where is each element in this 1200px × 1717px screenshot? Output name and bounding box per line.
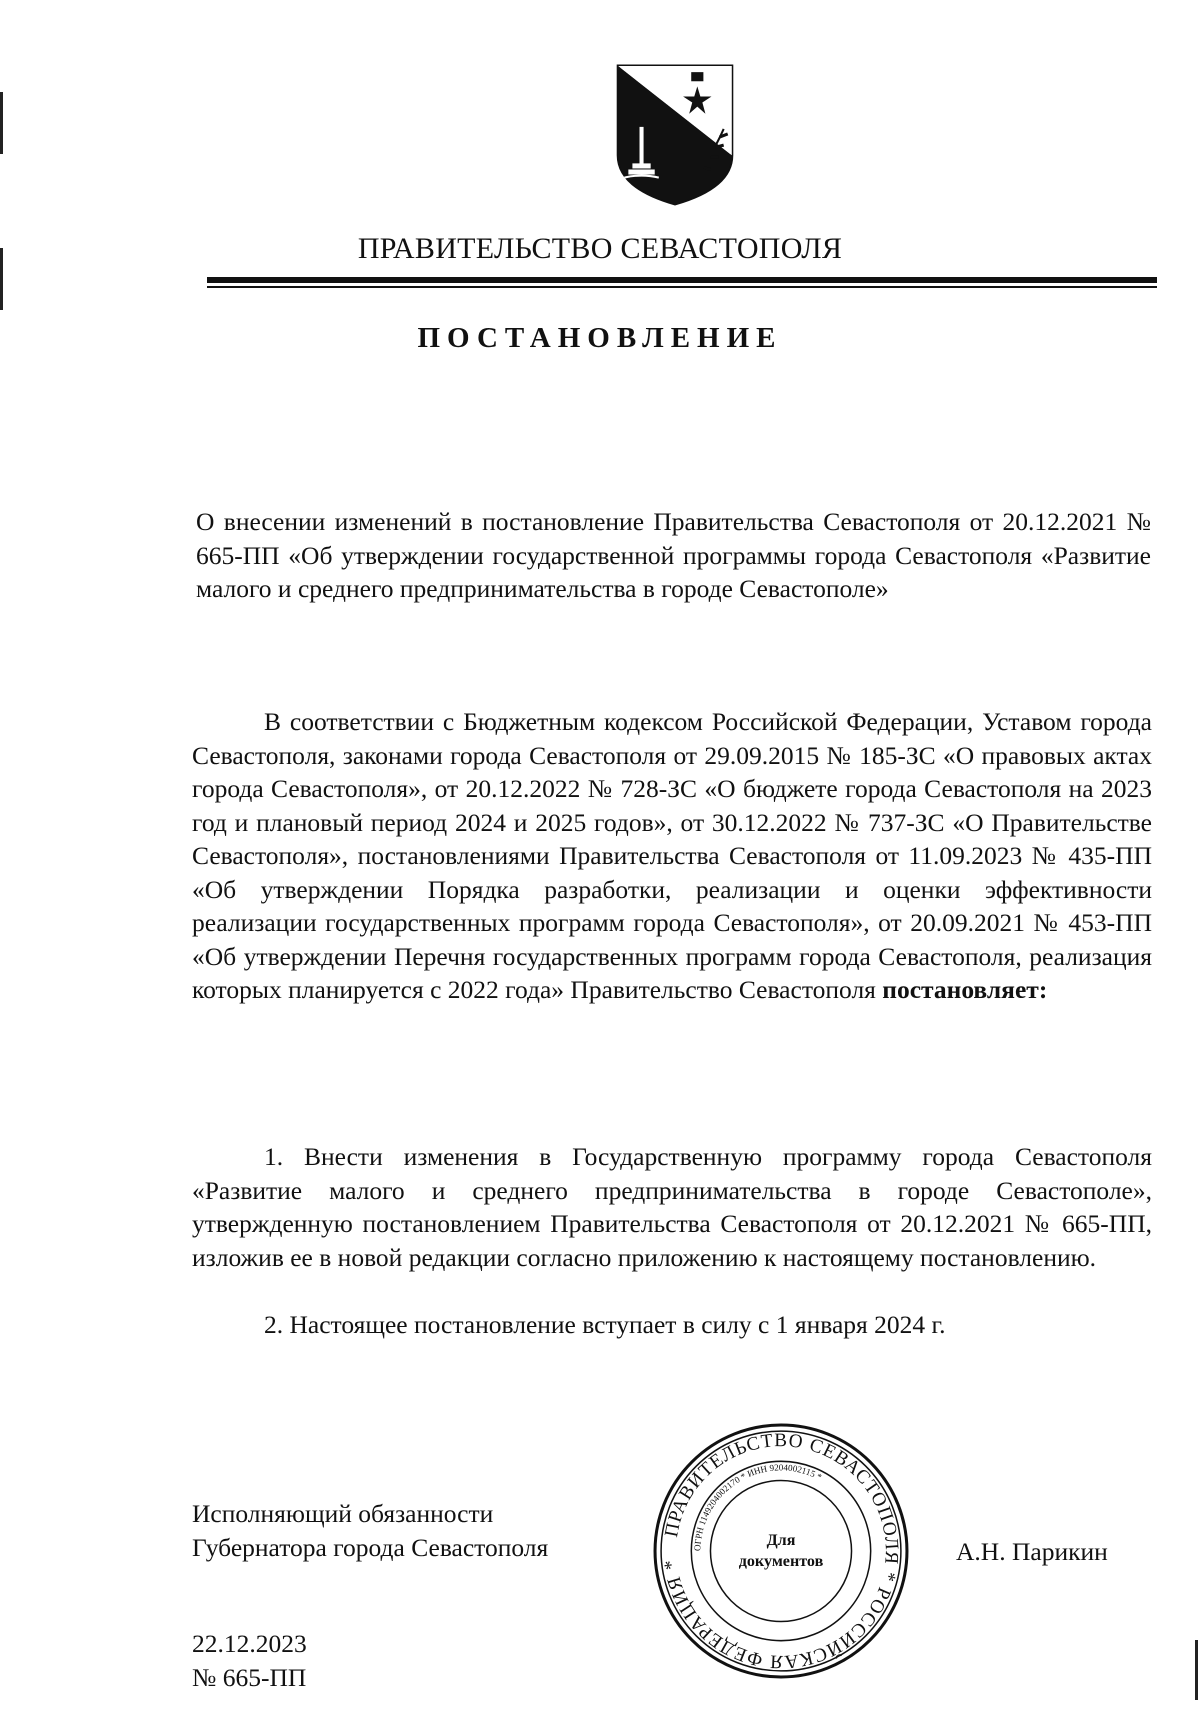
decree-point-2: 2. Настоящее постановление вступает в силу с 1 января 2024 г. [264,1310,946,1339]
seal-outer-text: ПРАВИТЕЛЬСТВО СЕВАСТОПОЛЯ * РОССИЙСКАЯ ФЕДЕРАЦИЯ * [660,1430,902,1672]
signatory-name: А.Н. Парикин [956,1537,1108,1566]
signatory-position-line1: Исполняющий обязанности [192,1499,494,1528]
government-name: ПРАВИТЕЛЬСТВО СЕВАСТОПОЛЯ [357,232,843,265]
preamble-paragraph [192,705,1152,1007]
decree-word: постановляет: [882,975,1048,1004]
signatory-position-line2: Губернатора города Севастополя [192,1532,549,1562]
document-date: 22.12.2023 [192,1629,307,1658]
document-number: № 665-ПП [192,1662,307,1692]
signatory-position [192,1497,692,1564]
scan-edge-mark [0,92,3,154]
official-seal-stamp [650,1420,912,1682]
decree-point-1: 1. Внести изменения в Государственную программу города Севастополя «Развитие малого и среднего предпринимательства в городе Севастополе», утвержденную постановлением Правительства Севастополя от 20.12.2021 № 665-ПП, изложив ее в новой редакции согласно приложению к настоящему постановлению. [192,1142,1152,1272]
header-rule-thick [207,277,1157,283]
coat-of-arms-icon [614,62,736,208]
seal-center-line1: Для [766,1531,796,1549]
preamble-text: В соответствии с Бюджетным кодексом Российской Федерации, Уставом города Севастополя, законами города Севастополя от 29.09.2015 № 185-ЗС «О правовых актах города Севастополя», от 20.12.2022 № 728-ЗС «О бюджете города Севастополя на 2023 год и плановый период 2024 и 2025 годов», от 30.12.2022 № 737-ЗС «О Правительстве Севастополя», постановлениями Правительства Севастополя от 11.09.2023 № 435-ПП «Об утверждении Порядка разработки, реализации и оценки эффективности реализации государственных программ города Севастополя», от 20.09.2021 № 453-ПП «Об утверждении Перечня государственных программ города Севастополя, реализация которых планируется с 2022 года» Правительство Севастополя [192,707,1152,1004]
document-type-title: ПОСТАНОВЛЕНИЕ [417,322,783,354]
seal-inner-text: ОГРН 1149204002170 * ИНН 9204002115 * [692,1462,824,1552]
decree-subject: О внесении изменений в постановление Правительства Севастополя от 20.12.2021 № 665-ПП «Об утверждении государственной программы города Севастополя «Развитие малого и среднего предпринимательства в городе Севастополе» [196,507,1151,603]
document-footer [192,1627,307,1694]
header-rule-thin [207,286,1157,288]
seal-center-line2: документов [738,1553,824,1571]
scan-edge-mark [1195,1640,1198,1700]
